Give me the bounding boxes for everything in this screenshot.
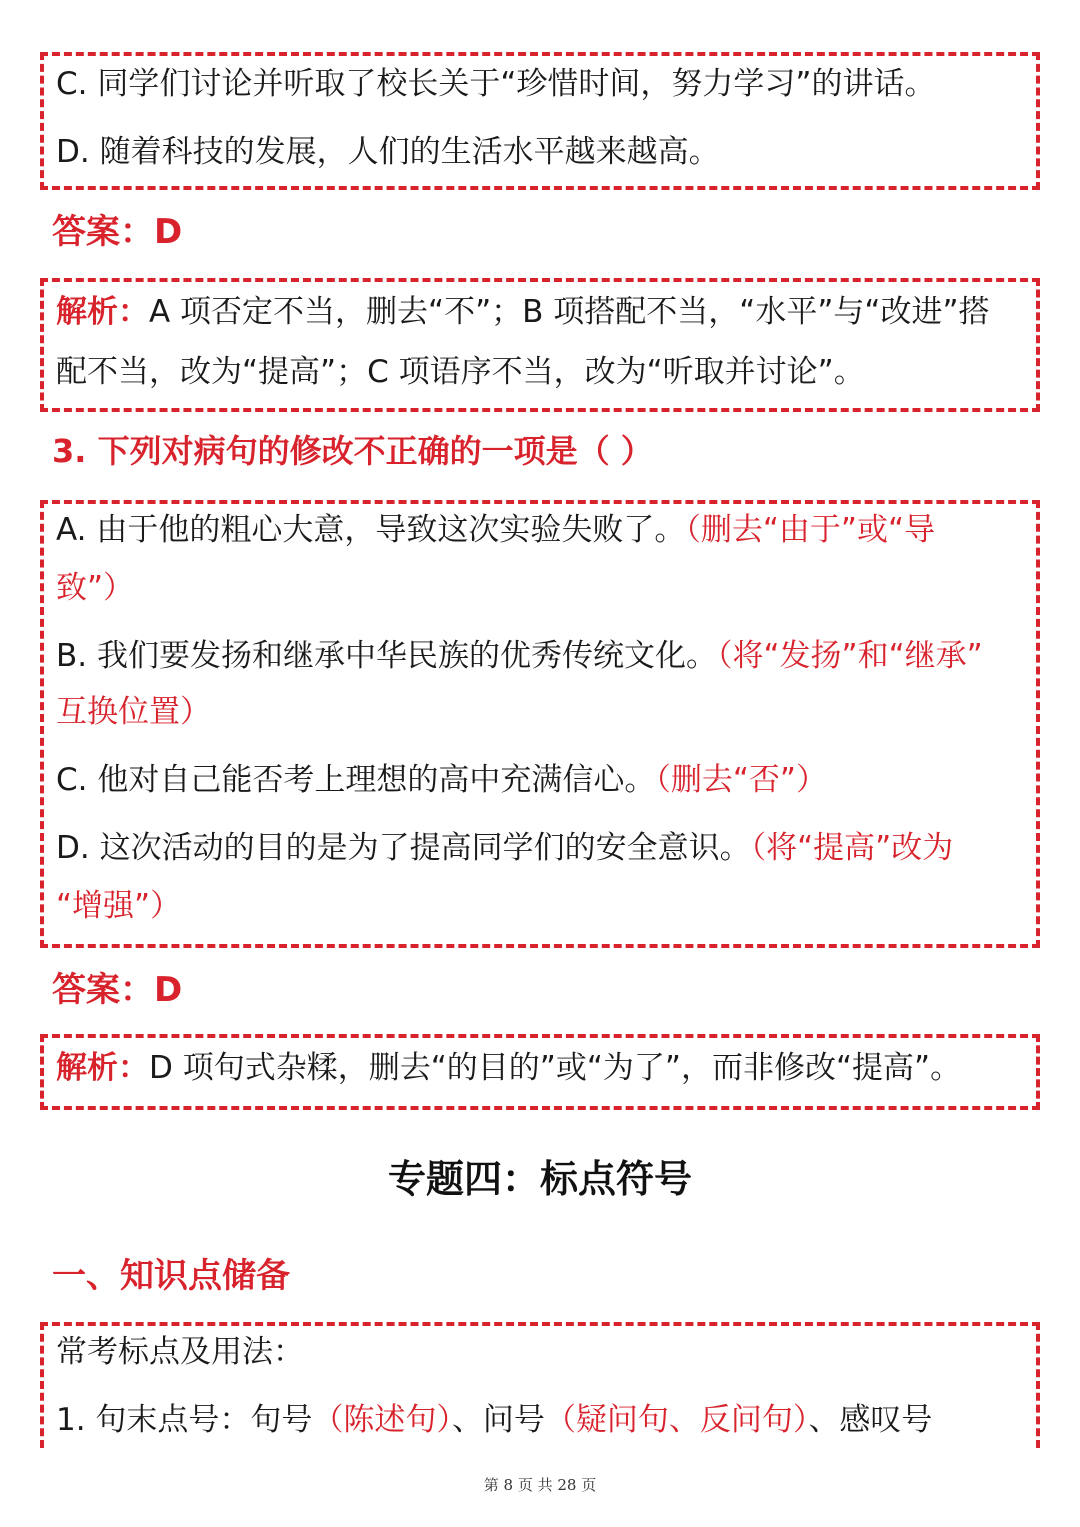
analysis-line-1	[56, 292, 1028, 332]
section-title: 一、知识点储备	[52, 1256, 290, 1296]
option-a-note-cont: 致”）	[56, 570, 135, 606]
analysis-box-q3	[40, 1034, 1040, 1110]
option-c-note: （删去“否”）	[655, 762, 827, 798]
answer-q2: 答案：D	[52, 212, 183, 252]
item-tail: 、感叹号	[808, 1402, 933, 1438]
option-a-q3	[56, 510, 1028, 550]
analysis-text-1: A 项否定不当，删去“不”；B 项搭配不当，“水平”与“改进”搭	[149, 294, 990, 330]
options-box-q2	[40, 52, 1040, 190]
option-d-q2: D. 随着科技的发展，人们的生活水平越来越高。	[56, 134, 720, 170]
question-3-title: 3. 下列对病句的修改不正确的一项是（ ）	[52, 432, 653, 470]
option-b-note: （将“发扬”和“继承”	[716, 638, 983, 674]
option-c-q2: C. 同学们讨论并听取了校长关于“珍惜时间，努力学习”的讲话。	[56, 66, 936, 102]
answer-q3: 答案：D	[52, 970, 183, 1010]
analysis-label: 解析：	[56, 294, 149, 330]
option-b-note-cont: 互换位置）	[56, 694, 211, 730]
option-b-q3	[56, 636, 1028, 676]
analysis-label-q3: 解析：	[56, 1050, 149, 1086]
knowledge-item-1	[56, 1400, 1028, 1440]
option-b-text: B. 我们要发扬和继承中华民族的优秀传统文化。	[56, 638, 717, 674]
analysis-q3-line	[56, 1048, 1028, 1088]
option-c-text: C. 他对自己能否考上理想的高中充满信心。	[56, 762, 656, 798]
knowledge-intro: 常考标点及用法：	[56, 1334, 304, 1370]
option-a-note: （删去“由于”或“导	[685, 512, 936, 548]
option-d-q3	[56, 828, 1028, 868]
knowledge-box	[40, 1322, 1040, 1448]
option-d-note: （将“提高”改为	[750, 830, 954, 866]
item-mid: 、问号	[451, 1402, 545, 1438]
analysis-q3-text: D 项句式杂糅，删去“的目的”或“为了”，而非修改“提高”。	[149, 1050, 962, 1086]
options-box-q3	[40, 500, 1040, 948]
analysis-box-q2	[40, 278, 1040, 412]
option-a-text: A. 由于他的粗心大意，导致这次实验失败了。	[56, 512, 686, 548]
item-note-1: （陈述句）	[312, 1402, 452, 1438]
analysis-line-2: 配不当，改为“提高”；C 项语序不当，改为“听取并讨论”。	[56, 354, 865, 390]
page-footer: 第 8 页 共 28 页	[483, 1476, 597, 1494]
item-prefix: 1. 句末点号：句号	[56, 1402, 313, 1438]
option-d-note-cont: “增强”）	[56, 888, 182, 924]
option-d-text: D. 这次活动的目的是为了提高同学们的安全意识。	[56, 830, 751, 866]
topic-title: 专题四：标点符号	[387, 1157, 692, 1201]
item-note-2: （疑问句、反问句）	[544, 1402, 809, 1438]
option-c-q3	[56, 760, 1028, 800]
